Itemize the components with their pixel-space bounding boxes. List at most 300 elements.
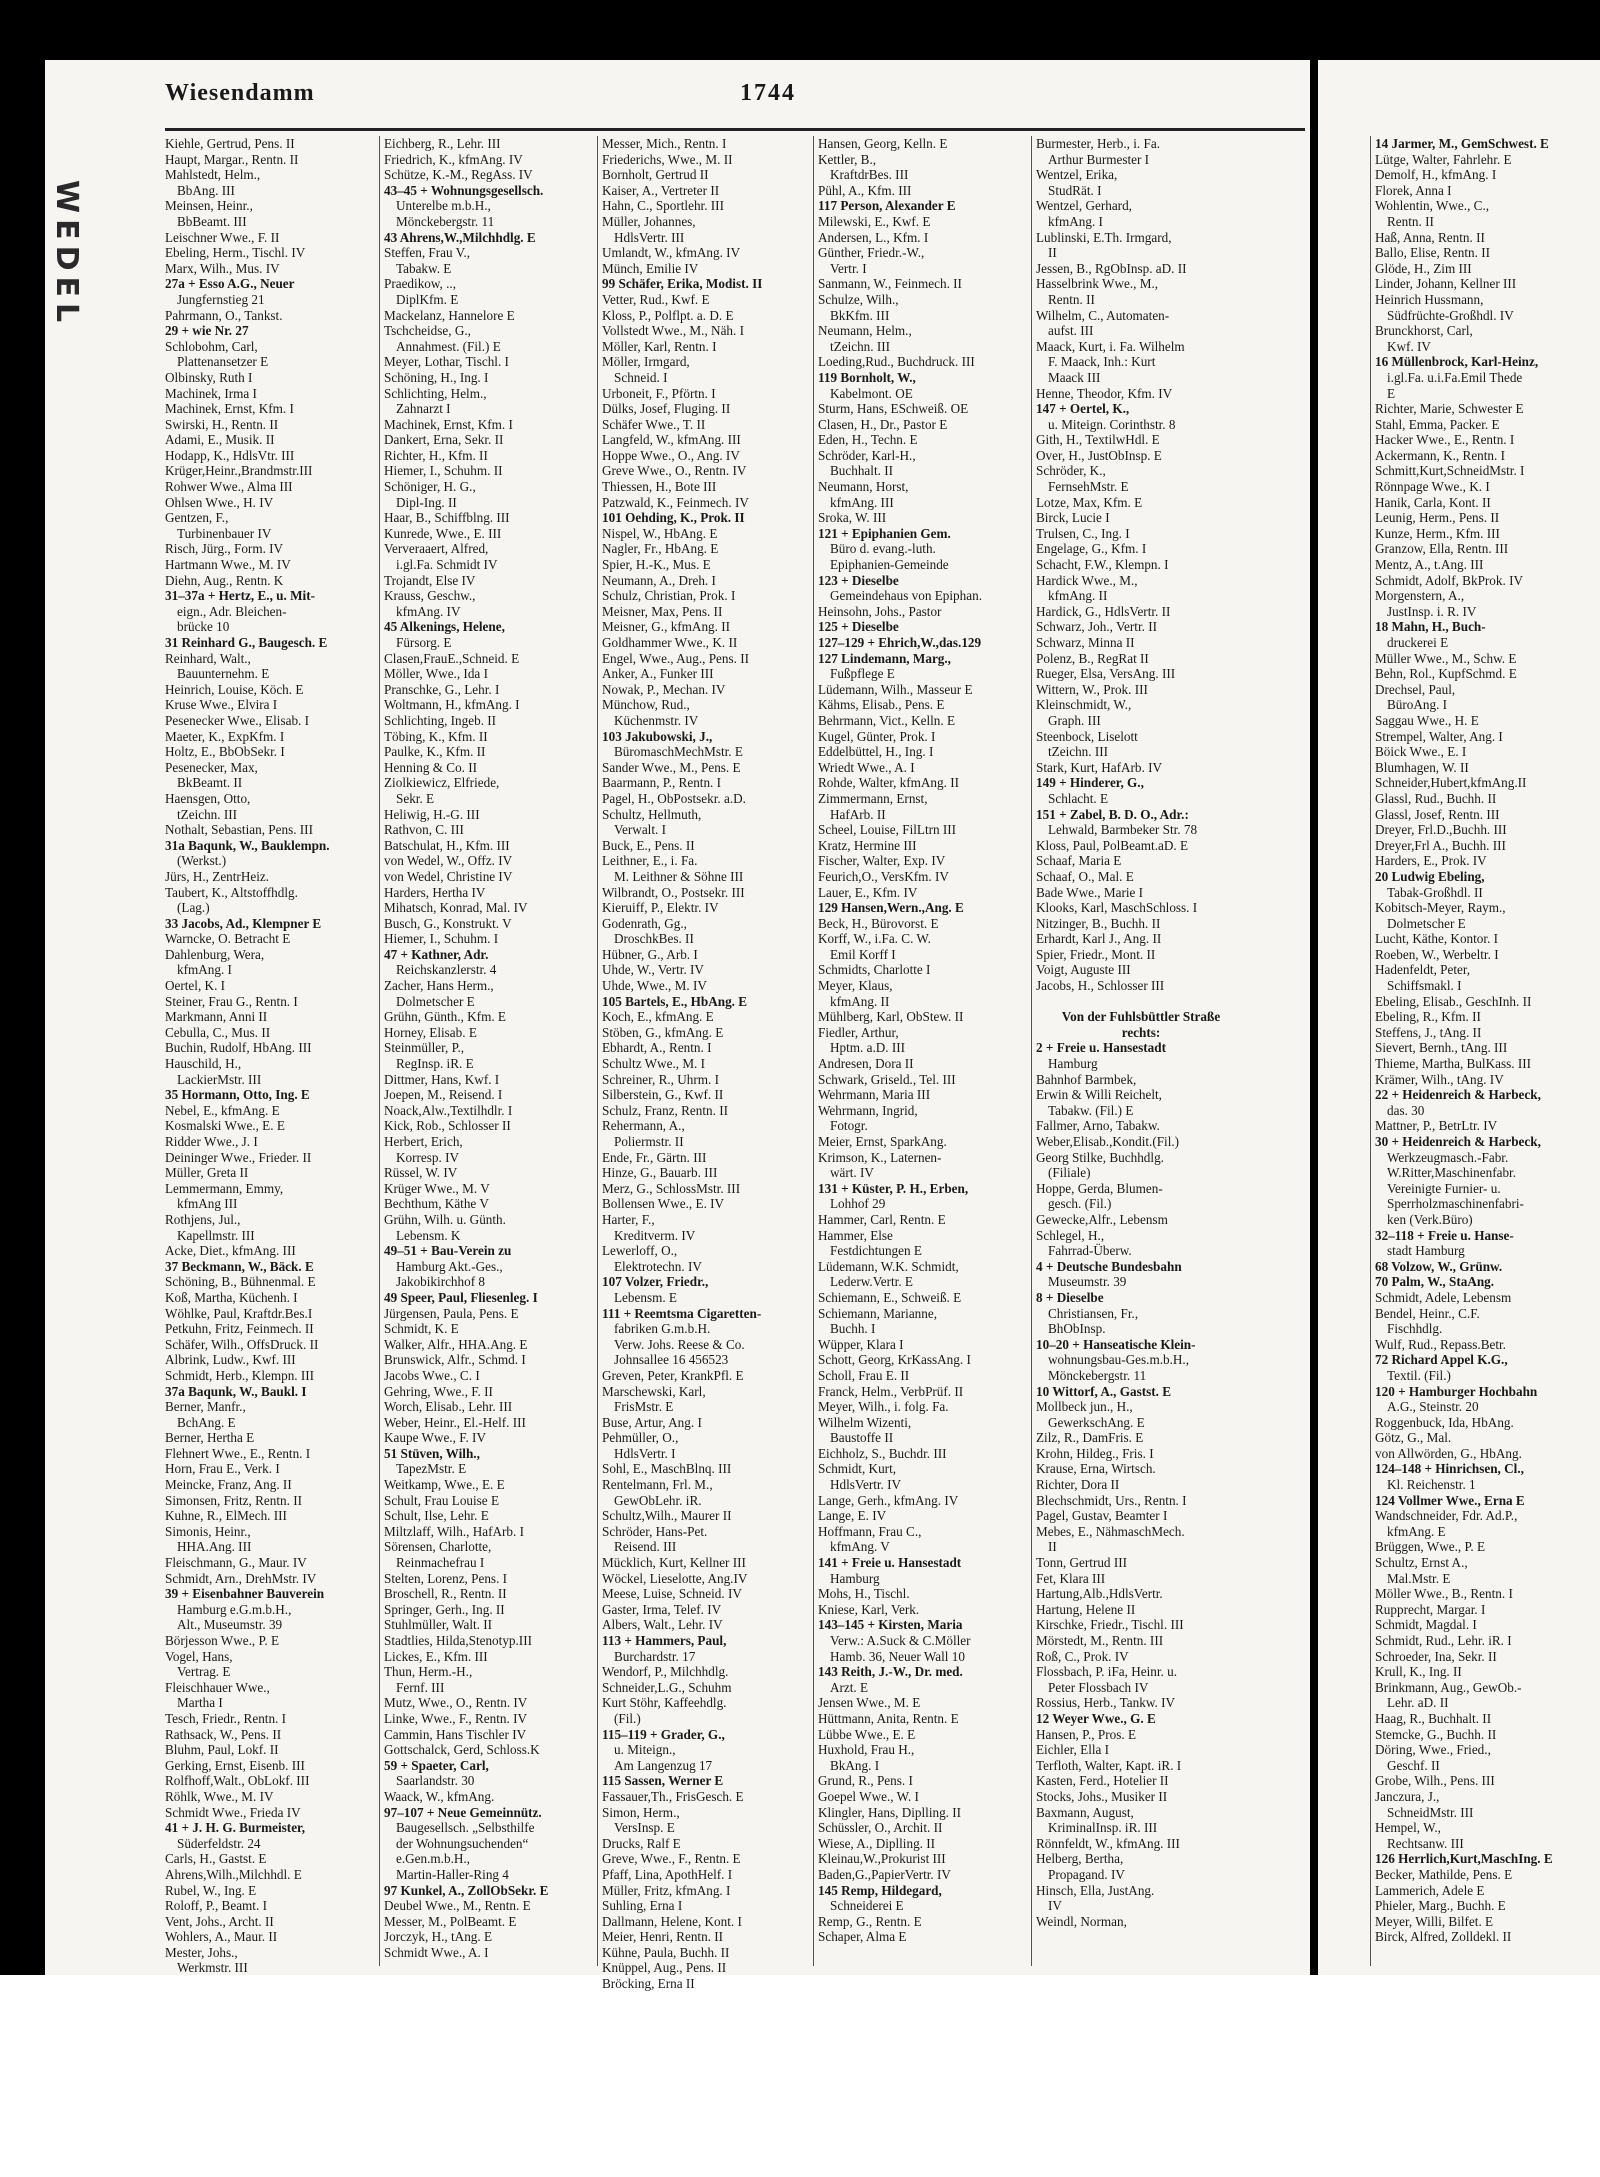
directory-entry: 49 Speer, Paul, Fliesenleg. I <box>384 1289 538 1305</box>
directory-entry: Wendorf, P., Milchhdlg. <box>602 1664 729 1680</box>
directory-entry: Kruse Wwe., Elvira I <box>165 697 278 713</box>
directory-entry: Broschell, R., Rentn. II <box>384 1586 507 1602</box>
directory-entry: Buchhalt. II <box>830 463 893 479</box>
directory-entry: Glöde, H., Zim III <box>1375 260 1472 276</box>
directory-entry: Sohl, E., MaschBlnq. III <box>602 1461 732 1477</box>
directory-entry: Schäfer Wwe., T. II <box>602 416 706 432</box>
directory-entry: Nispel, W., HbAng. E <box>602 525 718 541</box>
directory-entry: Maack III <box>1048 369 1101 385</box>
directory-entry: Messer, Mich., Rentn. I <box>602 136 727 151</box>
directory-entry: e.Gen.m.b.H., <box>396 1851 470 1867</box>
directory-entry: Schacht, F.W., Klempn. I <box>1036 557 1169 573</box>
directory-entry: Gith, H., TextilwHdl. E <box>1036 432 1160 448</box>
directory-entry: Schmidt, K. E <box>384 1321 459 1337</box>
directory-entry: Krimson, K., Laternen- <box>818 1149 942 1165</box>
directory-entry: (Werkst.) <box>177 853 227 869</box>
directory-entry: Wulf, Rud., Repass.Betr. <box>1375 1336 1506 1352</box>
directory-entry: Möller, Wwe., Ida I <box>384 666 488 682</box>
directory-entry: Drucks, Ralf E <box>602 1835 681 1851</box>
directory-entry: Marx, Wilh., Mus. IV <box>165 260 280 276</box>
directory-entry: Meinsen, Heinr., <box>165 198 253 214</box>
directory-entry: Dittmer, Hans, Kwf. I <box>384 1071 500 1087</box>
directory-entry: Baden,G.,PapierVertr. IV <box>818 1866 951 1882</box>
directory-entry: Schwarz, Minna II <box>1036 635 1135 650</box>
directory-entry: 147 + Oertel, K., <box>1036 401 1130 417</box>
directory-entry: Janczura, J., <box>1375 1788 1440 1804</box>
directory-entry: Hüttmann, Anita, Rentn. E <box>818 1710 959 1726</box>
directory-entry: Kick, Rob., Schlosser II <box>384 1118 511 1134</box>
directory-entry: Schwark, Griseld., Tel. III <box>818 1071 956 1087</box>
directory-entry: Bade Wwe., Marie I <box>1036 884 1144 900</box>
directory-entry: Burchardstr. 17 <box>614 1648 696 1664</box>
directory-entry: Festdichtungen E <box>830 1243 922 1259</box>
directory-entry: Tonn, Gertrud III <box>1036 1555 1127 1571</box>
directory-entry: tZeichn. III <box>830 338 891 354</box>
directory-entry: Strempel, Walter, Ang. I <box>1375 728 1503 744</box>
directory-entry: Kreditverm. IV <box>614 1227 696 1243</box>
directory-entry: Südfrüchte-Großhdl. IV <box>1387 307 1514 323</box>
directory-entry: DiplKfm. E <box>396 291 459 307</box>
directory-entry: Weindl, Norman, <box>1036 1913 1127 1929</box>
directory-entry: Bauunternehm. E <box>177 666 270 682</box>
directory-entry: 47 + Kathner, Adr. <box>384 946 489 962</box>
directory-entry: Woltmann, H., kfmAng. I <box>384 697 520 713</box>
directory-entry: Sörensen, Charlotte, <box>384 1539 492 1555</box>
directory-entry: Tschcheidse, G., <box>384 323 471 339</box>
directory-entry: Wentzel, Gerhard, <box>1036 198 1132 214</box>
directory-entry: Deininger Wwe., Frieder. II <box>165 1149 312 1165</box>
directory-entry: Mackelanz, Hannelore E <box>384 307 515 323</box>
directory-entry: Lübbe Wwe., E. E <box>818 1726 916 1742</box>
directory-entry: Wilhelm Wizenti, <box>818 1414 912 1430</box>
directory-entry: Reinmachefrau I <box>396 1555 485 1571</box>
directory-entry: Lehr. aD. II <box>1387 1695 1449 1711</box>
header-rule <box>165 128 1305 131</box>
directory-entry: Schreiner, R., Uhrm. I <box>602 1071 720 1087</box>
directory-entry: Suhling, Erna I <box>602 1898 683 1914</box>
directory-entry: Dahlenburg, Wera, <box>165 946 265 962</box>
directory-entry: kfmAng. E <box>1387 1523 1446 1539</box>
directory-entry: Börjesson Wwe., P. E <box>165 1633 280 1648</box>
directory-column-2 <box>379 136 594 1966</box>
directory-entry: Meisner, G., kfmAng. II <box>602 619 731 635</box>
directory-entry: Krohn, Hildeg., Fris. I <box>1036 1445 1154 1461</box>
directory-entry: Kwf. IV <box>1387 338 1431 354</box>
directory-entry: Jakobikirchhof 8 <box>396 1274 485 1290</box>
directory-entry: 43–45 + Wohnungsgesellsch. <box>384 182 544 198</box>
directory-entry: Lehwald, Barmbeker Str. 78 <box>1048 822 1198 838</box>
directory-entry: Ebeling, Herm., Tischl. IV <box>165 245 306 261</box>
directory-entry: Gewecke,Alfr., Lebensm <box>1036 1211 1168 1227</box>
directory-entry: Lammerich, Adele E <box>1375 1882 1485 1898</box>
directory-entry: Leischner Wwe., F. II <box>165 229 280 245</box>
directory-entry: Korff, W., i.Fa. C. W. <box>818 931 931 947</box>
directory-entry: Museumstr. 39 <box>1048 1274 1127 1290</box>
adjacent-page-column <box>1370 136 1599 1966</box>
directory-entry: Machinek, Ernst, Kfm. I <box>165 401 294 417</box>
directory-entry: i.gl.Fa. Schmidt IV <box>396 557 498 573</box>
directory-entry: 51 Stüven, Wilh., <box>384 1445 480 1461</box>
directory-entry: u. Miteign., <box>614 1742 676 1758</box>
directory-entry: 97–107 + Neue Gemeinnütz. <box>384 1804 542 1820</box>
directory-entry: 103 Jakubowski, J., <box>602 728 713 744</box>
directory-entry: Lickes, E., Kfm. III <box>384 1648 488 1664</box>
directory-entry: Rothjens, Jul., <box>165 1211 241 1227</box>
directory-entry: Mebes, E., NähmaschMech. <box>1036 1523 1185 1539</box>
directory-entry: Epiphanien-Gemeinde <box>830 557 949 573</box>
directory-entry: Lohhof 29 <box>830 1196 886 1212</box>
directory-entry: Flossbach, P. iFa, Heinr. u. <box>1036 1664 1178 1680</box>
directory-entry: Kniese, Karl, Verk. <box>818 1601 920 1617</box>
directory-entry: Albrink, Ludw., Kwf. III <box>165 1352 296 1368</box>
directory-entry: Kuhne, R., ElMech. III <box>165 1508 287 1524</box>
directory-entry: Böick Wwe., E. I <box>1375 744 1467 760</box>
directory-entry: Süderfeldstr. 24 <box>177 1835 261 1851</box>
directory-entry: Schult, Ilse, Lehr. E <box>384 1508 489 1524</box>
directory-entry: JustInsp. i. R. IV <box>1387 603 1477 619</box>
directory-entry: eign., Adr. Bleichen- <box>177 603 287 619</box>
directory-entry: Richter, H., Kfm. II <box>384 447 488 463</box>
adjacent-page-strip <box>1318 60 1600 1975</box>
directory-entry: Schaaf, Maria E <box>1036 853 1122 869</box>
directory-entry: Buck, E., Pens. II <box>602 837 695 853</box>
directory-entry: Thiessen, H., Bote III <box>602 479 717 495</box>
directory-entry: Hamburg <box>1048 1056 1098 1072</box>
directory-entry: Bechthum, Käthe V <box>384 1196 489 1212</box>
directory-entry: Tabakw. E <box>396 260 452 276</box>
directory-entry: Tabak-Großhdl. II <box>1387 884 1483 900</box>
directory-column-3 <box>597 136 810 1992</box>
directory-entry: 68 Volzow, W., Grünw. <box>1375 1258 1503 1274</box>
directory-entry: Alt., Museumstr. 39 <box>177 1617 283 1633</box>
directory-entry: Adami, E., Musik. II <box>165 432 275 448</box>
directory-entry: Kasten, Ferd., Hotelier II <box>1036 1773 1169 1789</box>
directory-entry: kfmAng. III <box>830 494 894 510</box>
directory-entry: Werkzeugmasch.-Fabr. <box>1387 1149 1509 1165</box>
directory-entry: 105 Bartels, E., HbAng. E <box>602 993 748 1009</box>
directory-entry: Steffen, Frau V., <box>384 245 471 261</box>
directory-entry: Schmidts, Charlotte I <box>818 962 931 978</box>
directory-column-5 <box>1031 136 1246 1966</box>
directory-entry: Eichholz, S., Buchdr. III <box>818 1445 947 1461</box>
directory-entry: Mattner, P., BetrLtr. IV <box>1375 1118 1498 1134</box>
directory-entry: BbBeamt. III <box>177 213 247 229</box>
directory-entry: Schmidt, Rud., Lehr. iR. I <box>1375 1633 1512 1648</box>
directory-entry: 45 Alkenings, Helene, <box>384 619 505 635</box>
directory-entry: Schmidt Wwe., A. I <box>384 1944 489 1960</box>
directory-entry: Hamburg Akt.-Ges., <box>396 1258 503 1274</box>
directory-entry: Mühlberg, Karl, ObStew. II <box>818 1009 964 1025</box>
directory-entry: Pfaff, Lina, ApothHelf. I <box>602 1866 733 1882</box>
directory-entry: Springer, Gerh., Ing. II <box>384 1601 505 1617</box>
directory-entry: 33 Jacobs, Ad., Klempner E <box>165 915 322 931</box>
directory-entry: Ohlsen Wwe., H. IV <box>165 494 274 510</box>
directory-entry: Thun, Herm.-H., <box>384 1664 473 1680</box>
directory-entry: Sekr. E <box>396 790 435 806</box>
directory-entry: das. 30 <box>1387 1102 1425 1118</box>
directory-entry: Fernf. III <box>396 1679 445 1695</box>
directory-entry: GewObLehr. iR. <box>614 1492 702 1508</box>
directory-entry: Harders, Hertha IV <box>384 884 486 900</box>
directory-entry: Anker, A., Funker III <box>602 666 714 682</box>
directory-entry: Brunckhorst, Carl, <box>1375 323 1473 339</box>
directory-entry: Patzwald, K., Feinmech. IV <box>602 494 749 510</box>
directory-entry: Thieme, Martha, BulKass. III <box>1375 1056 1532 1072</box>
directory-entry: Schlobohm, Carl, <box>165 338 258 354</box>
directory-entry: Stelten, Lorenz, Pens. I <box>384 1570 508 1586</box>
directory-entry: Knüppel, Aug., Pens. II <box>602 1960 727 1976</box>
directory-entry: Grühn, Wilh. u. Günth. <box>384 1211 506 1227</box>
directory-entry: Holtz, E., BbObSekr. I <box>165 744 285 760</box>
directory-entry: Ebeling, R., Kfm. II <box>1375 1009 1481 1025</box>
directory-entry: Friedrich, K., kfmAng. IV <box>384 151 523 167</box>
directory-entry: Carls, H., Gastst. E <box>165 1851 267 1867</box>
directory-entry: Jürgensen, Paula, Pens. E <box>384 1305 519 1321</box>
directory-entry: Brinkmann, Aug., GewOb.- <box>1375 1679 1522 1695</box>
directory-entry: 125 + Dieselbe <box>818 619 899 635</box>
directory-entry: 8 + Dieselbe <box>1036 1289 1104 1305</box>
directory-entry: Bornholt, Gertrud II <box>602 167 709 183</box>
directory-entry: 141 + Freie u. Hansestadt <box>818 1555 962 1571</box>
directory-entry: M. Leithner & Söhne III <box>614 868 744 884</box>
directory-entry: Fassauer,Th., FrisGesch. E <box>602 1788 744 1804</box>
directory-entry: BüromaschMechMstr. E <box>614 744 743 760</box>
directory-entry: Brunswick, Alfr., Schmd. I <box>384 1352 526 1368</box>
directory-entry: Fiedler, Arthur, <box>818 1024 899 1040</box>
directory-entry: IV <box>1048 1898 1062 1914</box>
directory-entry: Poliermstr. II <box>614 1134 684 1149</box>
directory-entry: Fleischhauer Wwe., <box>165 1679 270 1695</box>
directory-entry: Voigt, Auguste III <box>1036 962 1131 978</box>
directory-entry: Fleischmann, G., Maur. IV <box>165 1555 307 1571</box>
directory-entry: BkKfm. III <box>830 307 890 323</box>
directory-entry: (Filiale) <box>1048 1165 1091 1181</box>
directory-entry: Rentn. II <box>1048 291 1095 307</box>
directory-entry: Vertr. I <box>830 260 867 276</box>
directory-entry: Ackermann, K., Rentn. I <box>1375 447 1506 463</box>
directory-entry: 37 Beckmann, W., Bäck. E <box>165 1258 314 1274</box>
directory-entry: Koch, E., kfmAng. E <box>602 1009 714 1025</box>
directory-entry: Möller, Karl, Rentn. I <box>602 338 717 354</box>
directory-entry: Trojandt, Else IV <box>384 572 476 588</box>
directory-entry: Eden, H., Techn. E <box>818 432 918 448</box>
directory-entry: Turbinenbauer IV <box>177 525 272 541</box>
directory-entry: Mihatsch, Konrad, Mal. IV <box>384 900 528 916</box>
directory-entry: E <box>1387 385 1396 401</box>
directory-entry: Burmester, Herb., i. Fa. <box>1036 136 1160 151</box>
directory-entry: Saarlandstr. 30 <box>396 1773 475 1789</box>
directory-entry: Hamburg e.G.m.b.H., <box>177 1601 292 1617</box>
directory-entry: Unterelbe m.b.H., <box>396 198 491 214</box>
directory-entry: BkAng. I <box>830 1757 880 1773</box>
directory-entry: Godenrath, Gg., <box>602 915 687 931</box>
directory-entry: 149 + Hinderer, G., <box>1036 775 1144 791</box>
directory-entry: Neumann, Horst, <box>818 479 909 495</box>
directory-entry: BchAng. E <box>177 1414 236 1430</box>
directory-entry: (Lag.) <box>177 900 210 916</box>
directory-entry: Meincke, Franz, Ang. II <box>165 1477 292 1493</box>
directory-entry: Ziolkiewicz, Elfriede, <box>384 775 500 791</box>
directory-entry: Küchenmstr. IV <box>614 712 699 728</box>
directory-entry: Kirschke, Friedr., Tischl. III <box>1036 1617 1184 1633</box>
directory-entry: Nebel, E., kfmAng. E <box>165 1102 280 1118</box>
directory-entry: Loeding,Rud., Buchdruck. III <box>818 354 975 370</box>
directory-entry: Klingler, Hans, Diplling. II <box>818 1804 962 1820</box>
directory-entry: von Wedel, W., Offz. IV <box>384 853 513 869</box>
directory-entry: Kähms, Elisab., Pens. E <box>818 697 945 713</box>
directory-entry: Lublinski, E.Th. Irmgard, <box>1036 229 1172 245</box>
directory-entry: 131 + Küster, P. H., Erben, <box>818 1180 969 1196</box>
directory-entry: Terfloth, Walter, Kapt. iR. I <box>1036 1757 1182 1773</box>
directory-entry: 117 Person, Alexander E <box>818 198 956 214</box>
directory-entry: Simonsen, Fritz, Rentn. II <box>165 1492 302 1508</box>
directory-entry: Rathsack, W., Pens. II <box>165 1726 282 1742</box>
directory-entry: Meier, Henri, Rentn. II <box>602 1929 724 1945</box>
directory-entry: Röhlk, Wwe., M. IV <box>165 1788 274 1804</box>
directory-entry: Lebensm. K <box>396 1227 461 1243</box>
directory-entry: Krüger Wwe., M. V <box>384 1180 490 1196</box>
directory-entry: Gottschalck, Gerd, Schloss.K <box>384 1742 540 1758</box>
directory-entry: Stemcke, G., Buchh. II <box>1375 1726 1497 1742</box>
directory-entry: Hauschild, H., <box>165 1056 242 1072</box>
directory-entry: Schultz,Wilh., Maurer II <box>602 1508 732 1524</box>
directory-entry: 4 + Deutsche Bundesbahn <box>1036 1258 1182 1274</box>
directory-entry: Merz, G., SchlossMstr. III <box>602 1180 741 1196</box>
directory-entry: Hansen, Georg, Kelln. E <box>818 136 948 151</box>
directory-entry: Verw. Johs. Reese & Co. <box>614 1336 745 1352</box>
directory-entry: Zacher, Hans Herm., <box>384 978 494 994</box>
directory-entry: Mal.Mstr. E <box>1387 1570 1451 1586</box>
directory-entry: Kloss, Paul, PolBeamt.aD. E <box>1036 837 1189 853</box>
directory-entry: Münchow, Rud., <box>602 697 690 713</box>
directory-entry: Bahnhof Barmbek, <box>1036 1071 1137 1087</box>
directory-entry: Lotze, Max, Kfm. E <box>1036 494 1143 510</box>
directory-entry: Annahmest. (Fil.) E <box>396 338 501 354</box>
directory-entry: Florek, Anna I <box>1375 182 1452 198</box>
directory-entry: 115 Sassen, Werner E <box>602 1773 724 1789</box>
directory-entry: Deubel Wwe., M., Rentn. E <box>384 1898 531 1914</box>
directory-entry: u. Miteign. Corinthstr. 8 <box>1048 416 1176 432</box>
directory-entry: Wüpper, Klara I <box>818 1336 904 1352</box>
directory-entry: Andresen, Dora II <box>818 1056 914 1072</box>
directory-entry: Hardick Wwe., M., <box>1036 572 1138 588</box>
directory-entry: Neumann, A., Dreh. I <box>602 572 716 588</box>
directory-entry: 32–118 + Freie u. Hanse- <box>1375 1227 1514 1243</box>
directory-entry: 31a Baqunk, W., Bauklempn. <box>165 837 330 853</box>
directory-entry: Grund, R., Pens. I <box>818 1773 913 1789</box>
directory-entry: Schlichting, Helm., <box>384 385 487 401</box>
directory-entry: Schultz Wwe., M. I <box>602 1056 706 1072</box>
directory-entry: Granzow, Ella, Rentn. III <box>1375 541 1509 557</box>
directory-entry: BüroAng. I <box>1387 697 1448 713</box>
directory-entry: Behn, Rol., KupfSchmd. E <box>1375 666 1517 682</box>
directory-entry: Risch, Jürg., Form. IV <box>165 541 284 557</box>
directory-entry: Linder, Johann, Kellner III <box>1375 276 1517 292</box>
directory-entry: 22 + Heidenreich & Harbeck, <box>1375 1087 1541 1103</box>
directory-entry: Hempel, W., <box>1375 1820 1441 1836</box>
directory-entry: Geschf. II <box>1387 1757 1440 1773</box>
directory-entry: Pahrmann, O., Tankst. <box>165 307 283 323</box>
directory-entry: Dankert, Erna, Sekr. II <box>384 432 504 448</box>
directory-entry: W.Ritter,Maschinenfabr. <box>1387 1165 1516 1181</box>
directory-entry: Kleinschmidt, W., <box>1036 697 1132 713</box>
directory-entry: Sanmann, W., Feinmech. II <box>818 276 962 292</box>
directory-entry: Schaper, Alma E <box>818 1929 907 1945</box>
directory-entry: Reinhard, Walt., <box>165 650 251 666</box>
directory-entry: Harter, F., <box>602 1211 655 1227</box>
directory-entry: Richter, Dora II <box>1036 1477 1120 1493</box>
directory-entry: Gaster, Irma, Telef. IV <box>602 1601 722 1617</box>
directory-entry: Baugesellsch. „Selbsthilfe <box>396 1820 535 1836</box>
directory-entry: 2 + Freie u. Hansestadt <box>1036 1040 1166 1056</box>
directory-entry: Buchin, Rudolf, HbAng. III <box>165 1040 312 1056</box>
directory-entry <box>1036 994 1246 1010</box>
directory-entry: Bollensen Wwe., E. IV <box>602 1196 725 1212</box>
directory-entry: Fahrrad-Überw. <box>1048 1243 1132 1259</box>
directory-entry: ken (Verk.Büro) <box>1387 1211 1473 1227</box>
directory-entry: Kurt Stöhr, Kaffeehdlg. <box>602 1695 727 1711</box>
directory-entry: 124 Vollmer Wwe., Erna E <box>1375 1492 1525 1508</box>
directory-entry: 43 Ahrens,W.,Milchhdlg. E <box>384 229 536 245</box>
directory-entry: Rehermann, A., <box>602 1118 685 1134</box>
directory-entry: SchneidMstr. III <box>1387 1804 1474 1820</box>
directory-entry: Gentzen, F., <box>165 510 229 526</box>
directory-entry: Fotogr. <box>830 1118 868 1134</box>
directory-entry: Fet, Klara III <box>1036 1570 1106 1586</box>
directory-entry: Milewski, E., Kwf. E <box>818 213 931 229</box>
directory-entry: Friederichs, Wwe., M. II <box>602 151 733 167</box>
directory-entry: Henning & Co. II <box>384 759 478 775</box>
directory-entry: Hübner, G., Arb. I <box>602 946 698 962</box>
directory-entry: Lucht, Käthe, Kontor. I <box>1375 931 1499 947</box>
directory-entry: Glassl, Rud., Buchh. II <box>1375 790 1497 806</box>
street-name-heading: Wiesendamm <box>165 80 315 106</box>
directory-columns <box>165 136 1305 1992</box>
directory-entry: Günther, Friedr.-W., <box>818 245 925 261</box>
directory-entry: Kobitsch-Meyer, Raym., <box>1375 900 1506 916</box>
directory-entry: Cammin, Hans Tischler IV <box>384 1726 527 1742</box>
directory-entry: Hardick, G., HdlsVertr. II <box>1036 603 1171 619</box>
directory-entry: Andersen, L., Kfm. I <box>818 229 929 245</box>
directory-entry: Eddelbüttel, H., Ing. I <box>818 744 934 760</box>
directory-entry: wohnungsbau-Ges.m.b.H., <box>1048 1352 1190 1368</box>
directory-entry: brücke 10 <box>177 619 230 635</box>
directory-entry: Steffens, J., tAng. II <box>1375 1024 1482 1040</box>
directory-entry: Greve, Wwe., F., Rentn. E <box>602 1851 741 1867</box>
directory-entry: Am Langenzug 17 <box>614 1757 713 1773</box>
directory-entry: wärt. IV <box>830 1165 874 1181</box>
directory-entry: Krüger,Heinr.,Brandmstr.III <box>165 463 313 479</box>
directory-entry: Schröder, Hans-Pet. <box>602 1523 708 1539</box>
directory-entry: Mester, Johs., <box>165 1944 238 1960</box>
directory-entry: Roeben, W., Werbeltr. I <box>1375 946 1499 962</box>
directory-entry: Over, H., JustObInsp. E <box>1036 447 1162 463</box>
directory-entry: Schwarz, Joh., Vertr. II <box>1036 619 1157 635</box>
directory-entry: Lüdemann, Wilh., Masseur E <box>818 681 973 697</box>
directory-entry: Meyer, Wilh., i. folg. Fa. <box>818 1399 949 1415</box>
directory-entry: Horn, Frau E., Verk. I <box>165 1461 280 1477</box>
directory-entry: Schöning, B., Bühnenmal. E <box>165 1274 316 1290</box>
directory-entry: Krämer, Wilh., tAng. IV <box>1375 1071 1504 1087</box>
directory-entry: Petkuhn, Fritz, Feinmech. II <box>165 1321 314 1337</box>
directory-entry: 20 Ludwig Ebeling, <box>1375 868 1485 884</box>
directory-entry: Schneider,Hubert,kfmAng.II <box>1375 775 1527 791</box>
directory-entry: Maack, Kurt, i. Fa. Wilhelm <box>1036 338 1185 354</box>
directory-entry: Dreyer, Frl.D.,Buchh. III <box>1375 822 1507 838</box>
directory-entry: kfmAng. II <box>830 993 890 1009</box>
directory-entry: Vetter, Rud., Kwf. E <box>602 291 710 307</box>
directory-entry: Steenbock, Liselott <box>1036 728 1138 744</box>
